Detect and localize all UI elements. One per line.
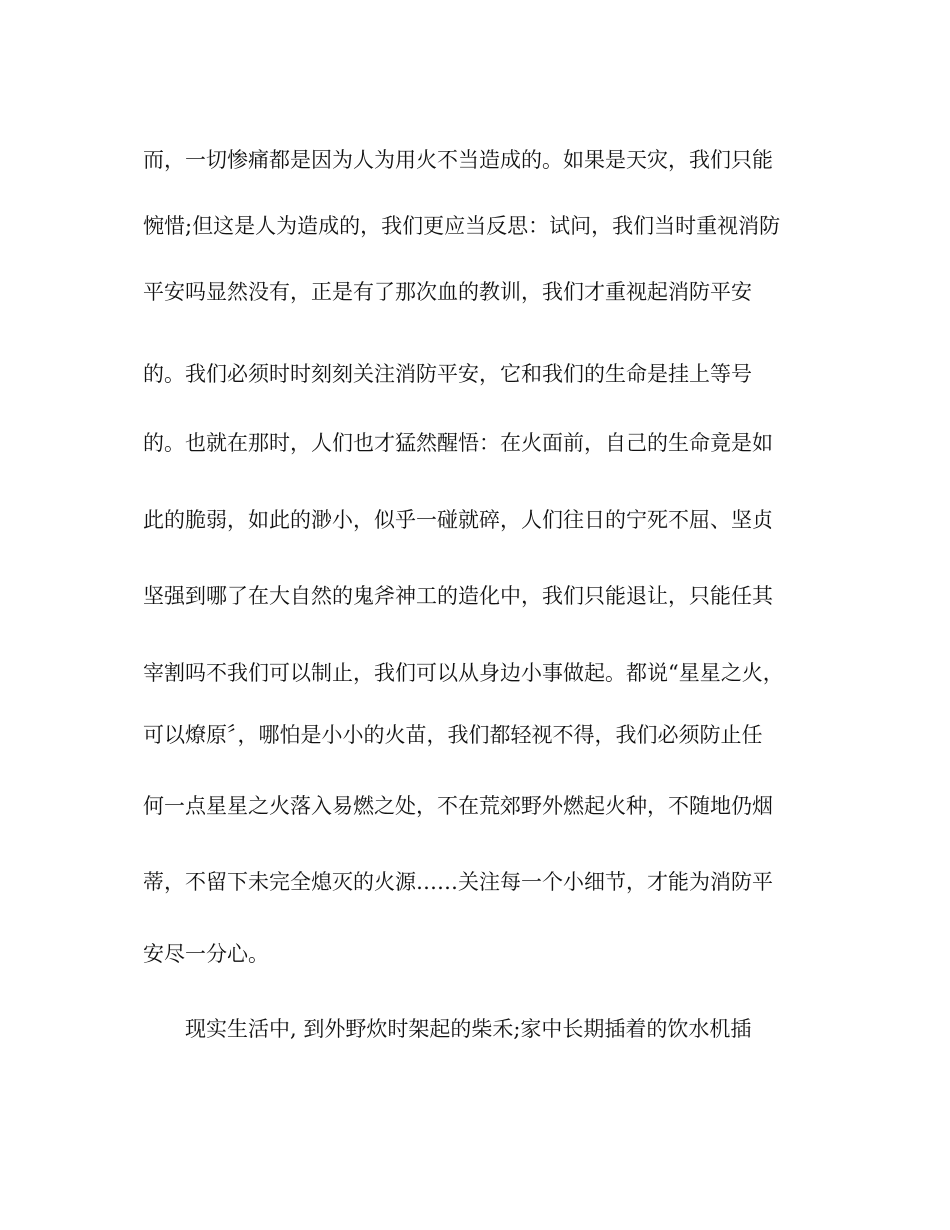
text-line-1: 而，一切惨痛都是因为人为用火不当造成的。如果是天灾，我们只能 bbox=[143, 148, 773, 172]
text-line-12: 安尽一分心。 bbox=[143, 942, 269, 966]
text-line-2: 惋惜;但这是人为造成的，我们更应当反思：试问，我们当时重视消防 bbox=[143, 214, 781, 238]
text-line-6: 此的脆弱，如此的渺小，似乎一碰就碎，人们往日的宁死不屈、坚贞 bbox=[143, 508, 773, 532]
text-line-9: 可以燎原〞，哪怕是小小的火苗，我们都轻视不得，我们必须防止任 bbox=[143, 723, 763, 747]
text-line-5: 的。也就在那时，人们也才猛然醒悟：在火面前，自己的生命竟是如 bbox=[143, 431, 773, 455]
paragraph-first-line: 现实生活中, 到外野炊时架起的柴禾;家中长期插着的饮水机插 bbox=[185, 1017, 752, 1041]
text-line-10: 何一点星星之火落入易燃之处，不在荒郊野外燃起火种，不随地仍烟 bbox=[143, 794, 773, 818]
text-line-8: 宰割吗不我们可以制止，我们可以从身边小事做起。都说“星星之火， bbox=[143, 661, 784, 685]
text-line-7: 坚强到哪了在大自然的鬼斧神工的造化中，我们只能退让，只能任其 bbox=[143, 584, 773, 608]
text-line-4: 的。我们必须时时刻刻关注消防平安，它和我们的生命是挂上等号 bbox=[143, 362, 752, 386]
text-line-11: 蒂，不留下未完全熄灭的火源……关注每一个小细节，才能为消防平 bbox=[143, 870, 773, 894]
text-line-3: 平安吗显然没有，正是有了那次血的教训，我们才重视起消防平安 bbox=[143, 280, 752, 304]
